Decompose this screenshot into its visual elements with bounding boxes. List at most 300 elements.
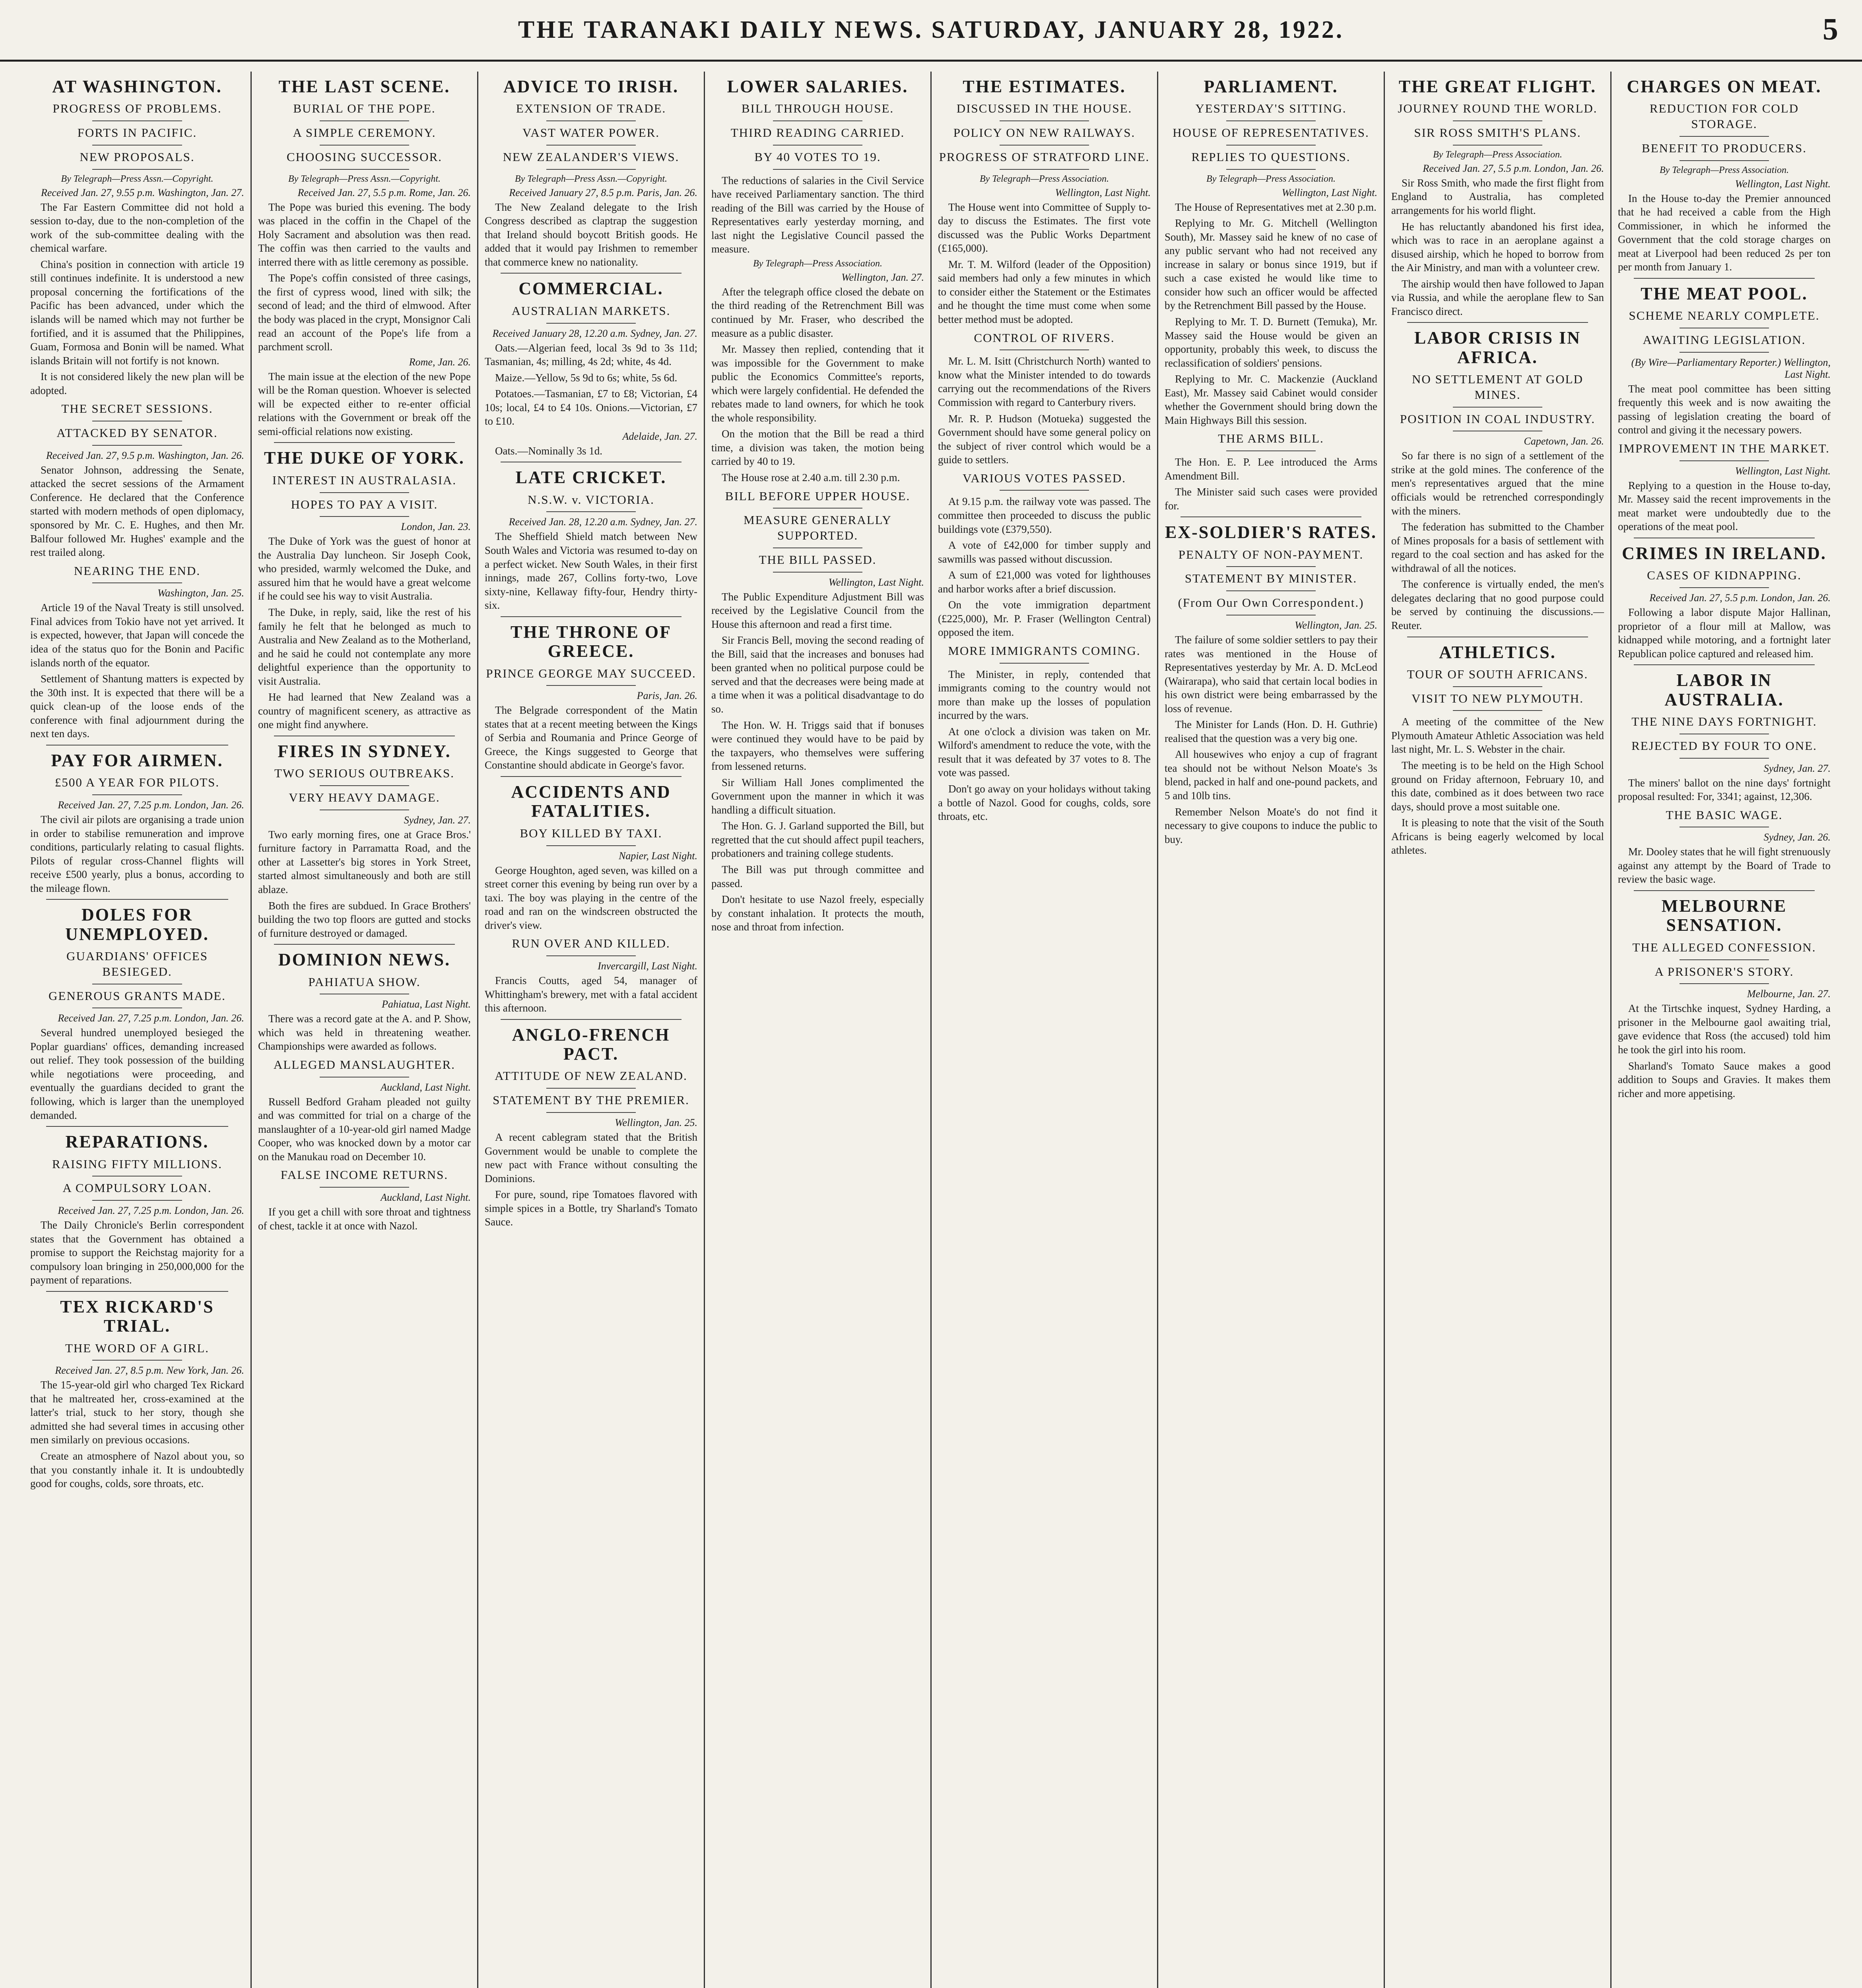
dateline: Wellington, Jan. 25. [615, 1116, 697, 1128]
article-subheading: PENALTY OF NON-PAYMENT. [1178, 547, 1364, 561]
article-paragraph: The Minister, in reply, contended that immigrants coming to the country would not more than make up the losses of population incurred by the wars. [938, 668, 1151, 722]
subheading-rule [92, 1200, 182, 1201]
subheading-rule [320, 1187, 409, 1188]
article-headline: MELBOURNE SENSATION. [1661, 896, 1787, 935]
subheading-rule [773, 169, 862, 170]
article-subheading: NEW PROPOSALS. [80, 149, 195, 164]
subheading-rule [92, 582, 182, 583]
article-paragraph: The Hon. E. P. Lee introduced the Arms Amendment Bill. [1165, 456, 1377, 482]
article-subheading: MORE IMMIGRANTS COMING. [948, 643, 1141, 658]
subheading-rule [546, 120, 636, 121]
article-subheading: ATTACKED BY SENATOR. [56, 426, 218, 440]
article-subheading: N.S.W. v. VICTORIA. [528, 492, 654, 507]
article-paragraph: George Houghton, aged seven, was killed on a street corner this evening by being run over by a taxi. The boy was playing in the centre of the road and ran on the windscreen obstructed the driver's view. [485, 864, 697, 931]
article-subheading: £500 A YEAR FOR PILOTS. [54, 775, 220, 790]
subheading-rule [773, 572, 862, 573]
article-paragraph: Maize.—Yellow, 5s 9d to 6s; white, 5s 6d. [495, 371, 678, 384]
dateline: London, Jan. 23. [401, 521, 471, 533]
subheading-rule [1226, 120, 1316, 121]
article-paragraph: Senator Johnson, addressing the Senate, attacked the secret sessions of the Armament Conference. He declared that the Conference started with modern methods of open diplomacy, sponsored by Mr. C. E. Hughes, and then Mr. Balfour followed Mr. Hughes' example and the rest trailed along. [30, 464, 244, 559]
column-1 [24, 72, 250, 1988]
dateline: Wellington, Jan. 25. [1295, 619, 1377, 631]
article-headline: COMMERCIAL. [518, 279, 664, 299]
article-paragraph: A recent cablegram stated that the British Government would be unable to complete the new pact with France without consulting the Dominions. [485, 1131, 697, 1184]
article-paragraph: If you get a chill with sore throat and tightness of chest, tackle it at once with Nazol. [258, 1206, 471, 1232]
article-headline: PARLIAMENT. [1204, 77, 1338, 96]
article-paragraph: The House went into Committee of Supply to-day to discuss the Estimates. The first vote discussed was the Public Works Department (£165,000). [938, 201, 1151, 254]
article-paragraph: The New Zealand delegate to the Irish Congress described as claptrap the suggestion that Ireland should boycott British goods. He added that it would pay Irishmen to remember that commerce knew no nationality. [485, 201, 697, 268]
article-subheading: IMPROVEMENT IN THE MARKET. [1619, 441, 1830, 455]
article-subheading: VARIOUS VOTES PASSED. [963, 471, 1126, 485]
wire-credit: By Telegraph—Press Association. [1433, 149, 1563, 160]
article-headline: ATHLETICS. [1439, 642, 1556, 662]
article-subheading: JOURNEY ROUND THE WORLD. [1398, 101, 1598, 116]
article-subheading: EXTENSION OF TRADE. [516, 101, 666, 116]
article-subheading: PROGRESS OF STRATFORD LINE. [939, 149, 1150, 164]
article-paragraph: The House of Representatives met at 2.30 p.m. [1175, 201, 1377, 213]
article-subheading: NEARING THE END. [74, 563, 201, 578]
article-subheading: VAST WATER POWER. [522, 126, 660, 140]
subheading-rule [546, 955, 636, 956]
column-2 [250, 72, 477, 1988]
article-subheading: AWAITING LEGISLATION. [1643, 333, 1806, 347]
dateline: Sydney, Jan. 27. [404, 814, 471, 826]
dateline: Received Jan. 27, 8.5 p.m. New York, Jan. 26. [55, 1365, 244, 1376]
article-subheading: A COMPULSORY LOAN. [62, 1181, 212, 1195]
article-headline: LABOR IN AUSTRALIA. [1664, 670, 1784, 709]
article-divider [46, 899, 228, 900]
subheading-rule [92, 169, 182, 170]
article-headline: DOMINION NEWS. [278, 950, 451, 970]
article-subheading: BILL BEFORE UPPER HOUSE. [725, 489, 911, 503]
article-subheading: STATEMENT BY THE PREMIER. [493, 1093, 689, 1107]
article-subheading: VISIT TO NEW PLYMOUTH. [1412, 691, 1584, 705]
article-paragraph: For pure, sound, ripe Tomatoes flavored with simple spices in a Bottle, try Sharland's Tomato Sauce. [485, 1188, 697, 1228]
article-headline: LATE CRICKET. [515, 468, 667, 487]
article-subheading: RUN OVER AND KILLED. [512, 936, 670, 951]
subheading-rule [1679, 136, 1769, 137]
article-divider [1407, 322, 1588, 323]
article-subheading: THE BILL PASSED. [759, 552, 877, 567]
dateline: Wellington, Last Night. [1055, 186, 1151, 198]
subheading-rule [320, 120, 409, 121]
article-paragraph: Sir William Hall Jones complimented the Government upon the manner in which it was handling a difficult situation. [711, 776, 924, 816]
article-paragraph: Settlement of Shantung matters is expected by the 30th inst. It is expected that there will be a quick clean-up of the loose ends of the conference with final adjournment during the next ten days. [30, 673, 244, 740]
subheading-rule [546, 845, 636, 846]
article-headline: LOWER SALARIES. [727, 77, 909, 96]
article-subheading: TWO SERIOUS OUTBREAKS. [274, 766, 455, 780]
dateline: Napier, Last Night. [619, 850, 697, 862]
article-paragraph: A sum of £21,000 was voted for lighthouses and harbor works after a brief discussion. [938, 569, 1151, 595]
dateline: Wellington, Jan. 27. [841, 271, 924, 283]
article-subheading: GENEROUS GRANTS MADE. [49, 988, 226, 1003]
dateline: Melbourne, Jan. 27. [1747, 988, 1831, 1000]
article-paragraph: The Hon. W. H. Triggs said that if bonuses were continued they would have to be paid by the taxpayers, who themselves were suffering from lessened returns. [711, 719, 924, 773]
article-paragraph: The Pope was buried this evening. The body was placed in the coffin in the Chapel of the Holy Sacrament and absolution was then read. The coffin was then carried to the vaults and interred there with as little ceremony as possible. [258, 201, 471, 268]
article-subheading: STATEMENT BY MINISTER. [1184, 571, 1357, 586]
dateline: Received Jan. 27, 9.55 p.m. Washington, Jan. 27. [41, 186, 244, 198]
article-headline: THE THRONE OF GREECE. [511, 622, 672, 661]
article-paragraph: Sir Ross Smith, who made the first flight from England to Australia, has completed arrangements for his world flight. [1391, 177, 1604, 216]
article-paragraph: The airship would then have followed to Japan via Russia, and while the aeroplane flew to San Francisco direct. [1391, 278, 1604, 317]
article-paragraph: Two early morning fires, one at Grace Bros.' furniture factory in Parramatta Road, and the other at Lassetter's big stores in York Street, started almost simultaneously and both are still ablaze. [258, 828, 471, 896]
article-paragraph: A meeting of the committee of the New Plymouth Amateur Athletic Association was held last night, Mr. L. S. Webster in the chair. [1391, 716, 1604, 755]
article-paragraph: Mr. R. P. Hudson (Motueka) suggested the Government should have some general policy on the subject of river control which would be a guide to settlers. [938, 412, 1151, 466]
article-subheading: BILL THROUGH HOUSE. [741, 101, 894, 116]
dateline: Wellington, Last Night. [1281, 186, 1377, 198]
article-paragraph: Don't go away on your holidays without taking a bottle of Nazol. Good for coughs, colds, sore throats, etc. [938, 783, 1151, 823]
article-paragraph: The Hon. G. J. Garland supported the Bill, but regretted that the cut should affect pupil teachers, probationers and training college students. [711, 820, 924, 860]
article-headline: THE ESTIMATES. [963, 77, 1126, 96]
article-subheading: FORTS IN PACIFIC. [77, 126, 197, 140]
subheading-rule [546, 685, 636, 686]
wire-credit: By Telegraph—Press Assn.—Copyright. [515, 173, 668, 184]
column-8 [1610, 72, 1837, 1988]
article-paragraph: At the Tirtschke inquest, Sydney Harding, a prisoner in the Melbourne gaol awaiting trial, gave evidence that Ross (the accused) told him he took the girl into his room. [1618, 1002, 1831, 1056]
article-divider [274, 442, 455, 443]
article-subheading: PROGRESS OF PROBLEMS. [52, 101, 222, 116]
article-headline: TEX RICKARD'S TRIAL. [60, 1297, 214, 1336]
dateline: Received Jan. 27, 5.5 p.m. Rome, Jan. 26. [297, 186, 471, 198]
subheading-rule [320, 145, 409, 146]
dateline: Auckland, Last Night. [381, 1081, 471, 1093]
article-subheading: PRINCE GEORGE MAY SUCCEED. [486, 666, 696, 680]
article-paragraph: Potatoes.—Tasmanian, £7 to £8; Victorian, £4 10s; local, £4 to £4 10s. Onions.—Victorian, £7 to £10. [485, 388, 697, 427]
article-paragraph: China's position in connection with article 19 still continues indefinite. It is understood a new proposal concerning the fortifications of the Pacific has been advanced, under which the islands will be named which may not further be fortified, and it is assumed that the Philippines, Guam, Formosa and Bonin will be named. What islands Britain will not fortify is not known. [30, 258, 244, 367]
subheading-rule [1226, 566, 1316, 567]
article-paragraph: In the House to-day the Premier announced that he had received a cable from the High Commissioner, in which he informed the Government that the cold storage charges on meat at Liverpool had been reduced 2s per ton per month from January 1. [1618, 192, 1831, 273]
subheading-rule [1000, 169, 1089, 170]
article-subheading: REDUCTION FOR COLD STORAGE. [1649, 101, 1799, 131]
article-paragraph: The miners' ballot on the nine days' fortnight proposal resulted: For, 3341; against, 12,306. [1618, 777, 1831, 803]
article-headline: AT WASHINGTON. [52, 77, 222, 96]
article-paragraph: The reductions of salaries in the Civil Service have received Parliamentary sanction. The third reading of the Bill was carried by the House of Representatives early yesterday morning, and last night the Legislative Council passed the measure. [711, 174, 924, 255]
subheading-rule [92, 120, 182, 121]
article-paragraph: The House rose at 2.40 a.m. till 2.30 p.m. [722, 472, 900, 484]
article-paragraph: Replying to Mr. T. D. Burnett (Temuka), Mr. Massey said the House would be given an opportunity, probably this week, to discuss the reclassification of soldiers' pensions. [1165, 316, 1377, 369]
article-paragraph: Replying to a question in the House to-day, Mr. Massey said the recent improvements in the meat market were undoubtedly due to the operations of the meat pool. [1618, 479, 1831, 533]
wire-credit: By Telegraph—Press Association. [1206, 173, 1336, 184]
article-headline: LABOR CRISIS IN AFRICA. [1414, 328, 1581, 367]
article-divider [501, 616, 682, 617]
article-subheading: CASES OF KIDNAPPING. [1647, 568, 1802, 582]
article-paragraph: The civil air pilots are organising a trade union in order to stabilise remuneration and improve conditions, particularly relating to casual flights. Pilots of regular cross-Channel flights will receive £500 yearly, plus a bonus, according to the mileage flown. [30, 813, 244, 894]
subheading-rule [320, 516, 409, 517]
subheading-rule [1679, 160, 1769, 161]
subheading-rule [773, 145, 862, 146]
article-paragraph: Following a labor dispute Major Hallinan, proprietor of a flour mill at Mallow, was kidnapped while motoring, and a fortnight later Republican police captured and released him. [1618, 606, 1831, 660]
article-subheading: NEW ZEALANDER'S VIEWS. [503, 149, 680, 164]
dateline: Wellington, Last Night. [828, 576, 924, 588]
article-subheading: A SIMPLE CEREMONY. [293, 126, 436, 140]
article-subheading: REJECTED BY FOUR TO ONE. [1631, 738, 1817, 753]
dateline: Invercargill, Last Night. [598, 960, 697, 972]
article-paragraph: It is not considered likely the new plan will be adopted. [30, 371, 244, 396]
subheading-rule [320, 492, 409, 493]
dateline: (By Wire—Parliamentary Reporter.) Wellington, Last Night. [1631, 356, 1831, 380]
dateline: Received January 28, 12.20 a.m. Sydney, Jan. 27. [492, 327, 697, 339]
article-subheading: HOPES TO PAY A VISIT. [291, 497, 438, 511]
article-subheading: BURIAL OF THE POPE. [293, 101, 436, 116]
article-divider [46, 1291, 228, 1292]
article-paragraph: The meat pool committee has been sitting frequently this week and is now awaiting the passing of legislation creating the board of control and giving it the necessary powers. [1618, 382, 1831, 436]
article-paragraph: Mr. T. M. Wilford (leader of the Opposition) said members had only a few minutes in which to consider either the Statement or the Estimates and he thought the time must come when some better method must be adopted. [938, 258, 1151, 326]
column-6 [1157, 72, 1384, 1988]
article-paragraph: On the motion that the Bill be read a third time, a division was taken, the motion being carried by 40 to 19. [711, 428, 924, 468]
dateline: Pahiatua, Last Night. [382, 998, 471, 1010]
article-headline: ADVICE TO IRISH. [503, 77, 679, 96]
article-subheading: CHOOSING SUCCESSOR. [286, 149, 443, 164]
article-paragraph: The Duke of York was the guest of honor at the Australia Day luncheon. Sir Joseph Cook, who presided, warmly welcomed the Duke, and assured him that he would have a great welcome if he could see his way to visit Australia. [258, 535, 471, 602]
article-paragraph: So far there is no sign of a settlement of the strike at the gold mines. The conference of the men's representatives argued that the mine officials would be retrenched correspondingly with the miners. [1391, 450, 1604, 517]
article-subheading: SCHEME NEARLY COMPLETE. [1629, 309, 1820, 323]
article-headline: THE GREAT FLIGHT. [1398, 77, 1597, 96]
article-headline: THE MEAT POOL. [1641, 283, 1808, 303]
dateline: Wellington, Last Night. [1735, 178, 1831, 190]
article-headline: CHARGES ON MEAT. [1627, 77, 1822, 96]
article-paragraph: Replying to Mr. G. Mitchell (Wellington South), Mr. Massey said he knew of no case of any public servant who had not received any increase in salary or bonus since 1919, but if such a case existed he would like time to consider how such an officer would be affected by the Retrenchment Bill passed by the House. [1165, 217, 1377, 312]
article-paragraph: Russell Bedford Graham pleaded not guilty and was committed for trial on a charge of the manslaughter of a 10-year-old girl named Madge Cooper, who was knocked down by a motor car on the Manukau road on December 10. [258, 1095, 471, 1163]
article-paragraph: All housewives who enjoy a cup of fragrant tea should not be without Nelson Moate's 3s blend, packed in half and one-pound packets, and 5 and 10lb tins. [1165, 748, 1377, 802]
article-paragraph: Francis Coutts, aged 54, manager of Whittingham's brewery, met with a fatal accident this afternoon. [485, 975, 697, 1014]
article-subheading: HOUSE OF REPRESENTATIVES. [1173, 126, 1369, 140]
article-divider [1634, 278, 1815, 279]
article-subheading: THIRD READING CARRIED. [730, 126, 905, 140]
subheading-rule [546, 145, 636, 146]
article-headline: ACCIDENTS AND FATALITIES. [511, 782, 671, 821]
dateline: Sydney, Jan. 26. [1763, 831, 1831, 843]
newspaper-title: THE TARANAKI DAILY NEWS. SATURDAY, JANUARY 28, 1922. [518, 16, 1344, 43]
dateline: Received Jan. 27, 5.5 p.m. London, Jan. 26. [1423, 162, 1604, 174]
article-paragraph: The Pope's coffin consisted of three casings, the first of cypress wood, lined with silk; the second of lead; and the third of elmwood. After the body was placed in the crypt, Monsignor Cali read an account of the Pope's life from a parchment scroll. [258, 272, 471, 353]
article-divider [46, 745, 228, 746]
subheading-rule [92, 445, 182, 446]
article-paragraph: The Duke, in reply, said, like the rest of his family he felt that he belonged as much to Australia and New Zealand as to the Motherland, and he said he could not contemplate any more delightful experience than the opportunity to visit Australia. [258, 606, 471, 687]
dateline: Auckland, Last Night. [381, 1192, 471, 1204]
subheading-rule [773, 547, 862, 548]
article-paragraph: Several hundred unemployed besieged the Poplar guardians' offices, demanding increased out relief. They took possession of the building while negotiations were proceeding, and eventually the guardians decided to grant the following, which is larger than the unemployed demanded. [30, 1027, 244, 1121]
article-subheading: VERY HEAVY DAMAGE. [289, 790, 440, 805]
wire-credit: By Telegraph—Press Association. [979, 173, 1109, 184]
dateline: Received Jan. 27, 5.5 p.m. London, Jan. 26. [1649, 592, 1831, 604]
dateline: Sydney, Jan. 27. [1763, 762, 1831, 774]
column-4 [704, 72, 930, 1988]
subheading-rule [92, 1360, 182, 1361]
article-divider [501, 776, 682, 777]
article-paragraph: The Minister for Lands (Hon. D. H. Guthrie) realised that the question was a very big one. [1165, 718, 1377, 744]
subheading-rule [546, 1088, 636, 1089]
article-paragraph: The 15-year-old girl who charged Tex Rickard that he maltreated her, cross-examined at the latter's trial, stuck to her story, though she admitted she had several times in accusing other men similarly on previous occasions. [30, 1379, 244, 1446]
article-paragraph: The Minister said such cases were provided for. [1165, 486, 1377, 512]
article-subheading: ATTITUDE OF NEW ZEALAND. [495, 1069, 687, 1083]
article-subheading: POSITION IN COAL INDUSTRY. [1400, 412, 1596, 426]
subheading-rule [1679, 758, 1769, 759]
article-subheading: THE NINE DAYS FORTNIGHT. [1631, 714, 1817, 729]
dateline: Received Jan. 27, 7.25 p.m. London, Jan. 26. [58, 799, 244, 811]
subheading-rule [92, 794, 182, 795]
article-subheading: INTEREST IN AUSTRALASIA. [272, 473, 457, 487]
columns [24, 72, 1837, 1988]
article-paragraph: Article 19 of the Naval Treaty is still unsolved. Final advices from Tokio have not yet arrived. It is expected, however, that Japan will concede the idea of the status quo for the Bonin and Pacific islands north of the equator. [30, 602, 244, 669]
article-paragraph: Mr. Dooley states that he will fight strenuously against any attempt by the Board of Trade to review the basic wage. [1618, 846, 1831, 885]
wire-credit: By Telegraph—Press Association. [1659, 165, 1789, 175]
article-paragraph: At one o'clock a division was taken on Mr. Wilford's amendment to reduce the vote, with the result that it was defeated by 37 votes to 8. The vote was passed. [938, 725, 1151, 779]
article-paragraph: Don't hesitate to use Nazol freely, especially by constant inhalation. It protects the mouth, nose and throat from infection. [711, 893, 924, 933]
article-subheading: THE WORD OF A GIRL. [65, 1341, 210, 1355]
article-paragraph: The Public Expenditure Adjustment Bill was received by the Legislative Council from the House this afternoon and read a first time. [711, 590, 924, 630]
article-subheading: BENEFIT TO PRODUCERS. [1642, 141, 1807, 155]
subheading-rule [546, 323, 636, 324]
subheading-rule [1453, 710, 1542, 711]
dateline: Received Jan. 27, 7.25 p.m. London, Jan. 26. [58, 1012, 244, 1024]
subheading-rule [546, 1112, 636, 1113]
article-paragraph: Create an atmosphere of Nazol about you, so that you constantly inhale it. It is undoubtedly good for coughs, colds, sore throats, etc. [30, 1450, 244, 1490]
article-paragraph: The Daily Chronicle's Berlin correspondent states that the Government has obtained a promise to support the Reichstag majority for a compulsory loan bringing in 250,000,000 for the payment of reparations. [30, 1219, 244, 1286]
dateline: Received Jan. 27, 7.25 p.m. London, Jan. 26. [58, 1205, 244, 1217]
article-subheading: BY 40 VOTES TO 19. [754, 149, 881, 164]
article-subheading: NO SETTLEMENT AT GOLD MINES. [1412, 372, 1583, 402]
article-subheading: REPLIES TO QUESTIONS. [1191, 149, 1351, 164]
article-headline: EX-SOLDIER'S RATES. [1165, 522, 1377, 542]
article-subheading: THE ARMS BILL. [1218, 431, 1324, 446]
article-divider [1180, 516, 1361, 517]
article-paragraph: The Far Eastern Committee did not hold a session to-day, due to the non-completion of the work of the sub-committee dealing with the chemical warfare. [30, 201, 244, 254]
article-subheading: CONTROL OF RIVERS. [974, 330, 1115, 345]
article-paragraph: Sharland's Tomato Sauce makes a good addition to Soups and Gravies. It makes them richer and more appetising. [1618, 1060, 1831, 1099]
subheading-rule [773, 120, 862, 121]
article-paragraph: Remember Nelson Moate's do not find it necessary to give coupons to induce the public to buy. [1165, 806, 1377, 845]
subheading-rule [1000, 490, 1089, 491]
column-7 [1384, 72, 1610, 1988]
article-paragraph: After the telegraph office closed the debate on the third reading of the Retrenchment Bill was continued by Mr. Fraser, who described the measure as a public disaster. [711, 285, 924, 339]
dateline: Received January 27, 8.5 p.m. Paris, Jan. 26. [509, 186, 697, 198]
article-paragraph: The Sheffield Shield match between New South Wales and Victoria was resumed to-day on a perfect wicket. New South Wales, in their first innings, made 267, Collins forty-two, Love sixty-nine, Kellaway fifty-four, Hendry thirty-six. [485, 530, 697, 612]
article-paragraph: He has reluctantly abandoned his first idea, which was to race in an aeroplane against a disused airship, which he hoped to borrow from the Air Ministry, and man with a volunteer crew. [1391, 220, 1604, 274]
subheading-rule [1679, 352, 1769, 353]
article-subheading: (From Our Own Correspondent.) [1178, 596, 1364, 610]
article-paragraph: It is pleasing to note that the visit of the South Africans is being eagerly welcomed by local athletes. [1391, 817, 1604, 856]
dateline: Adelaide, Jan. 27. [622, 430, 697, 442]
subheading-rule [546, 169, 636, 170]
article-subheading: GUARDIANS' OFFICES BESIEGED. [66, 949, 208, 978]
dateline: Received Jan. 27, 9.5 p.m. Washington, Jan. 26. [46, 449, 244, 461]
article-divider [274, 944, 455, 945]
subheading-rule [1226, 450, 1316, 451]
article-subheading: RAISING FIFTY MILLIONS. [52, 1157, 223, 1171]
article-paragraph: Oats.—Nominally 3s 1d. [495, 445, 602, 457]
subheading-rule [1679, 587, 1769, 588]
article-divider [501, 273, 682, 274]
article-divider [1634, 890, 1815, 891]
article-subheading: POLICY ON NEW RAILWAYS. [953, 126, 1136, 140]
article-paragraph: The Bill was put through committee and passed. [711, 863, 924, 889]
article-headline: ANGLO-FRENCH PACT. [512, 1025, 670, 1064]
dateline: Capetown, Jan. 26. [1524, 435, 1604, 447]
article-subheading: THE ALLEGED CONFESSION. [1632, 940, 1816, 954]
subheading-rule [1679, 460, 1769, 461]
dateline: Paris, Jan. 26. [637, 690, 697, 702]
article-paragraph: Both the fires are subdued. In Grace Brothers' building the two top floors are gutted and stocks of furniture destroyed or damaged. [258, 899, 471, 939]
article-subheading: AUSTRALIAN MARKETS. [511, 303, 671, 318]
column-3 [477, 72, 704, 1988]
subheading-rule [1679, 983, 1769, 984]
column-5 [930, 72, 1157, 1988]
subheading-rule [92, 145, 182, 146]
article-paragraph: He had learned that New Zealand was a country of magnificent scenery, as attractive as one might find anywhere. [258, 691, 471, 731]
article-paragraph: The meeting is to be held on the High School ground on Friday afternoon, February 10, and this date, combined as it does between two race days, should prove a most suitable one. [1391, 759, 1604, 813]
page-number: 5 [1823, 12, 1838, 46]
dateline: Rome, Jan. 26. [409, 356, 471, 368]
article-paragraph: On the vote immigration department (£225,000), Mr. P. Fraser (Wellington Central) opposed the item. [938, 599, 1151, 639]
dateline: Wellington, Last Night. [1735, 465, 1831, 477]
article-subheading: FALSE INCOME RETURNS. [280, 1168, 449, 1182]
article-headline: CRIMES IN IRELAND. [1622, 543, 1827, 563]
article-headline: THE DUKE OF YORK. [264, 448, 465, 468]
article-subheading: THE SECRET SESSIONS. [61, 402, 213, 416]
article-paragraph: The failure of some soldier settlers to pay their rates was mentioned in the House of Representatives yesterday by Mr. A. D. McLeod (Wairarapa), who said that certain local bodies in his own district were being embarrassed by the loss of revenue. [1165, 633, 1377, 714]
subheading-rule [546, 511, 636, 512]
subheading-rule [1453, 120, 1542, 121]
masthead [0, 0, 1862, 62]
article-paragraph: The conference is virtually ended, the men's delegates declaring that no good purpose could be served by continuing the discussions.—Reuter. [1391, 578, 1604, 631]
article-headline: REPARATIONS. [65, 1132, 209, 1152]
subheading-rule [1226, 169, 1316, 170]
dateline: Washington, Jan. 25. [157, 587, 244, 599]
subheading-rule [1000, 349, 1089, 350]
article-paragraph: The federation has submitted to the Chamber of Mines proposals for a basis of settlement with regard to the coal section and has asked for the withdrawal of all the notices. [1391, 521, 1604, 574]
article-paragraph: Oats.—Algerian feed, local 3s 9d to 3s 11d; Tasmanian, 4s; milling, 4s 2d; white, 4s 4d. [485, 342, 697, 368]
article-headline: FIRES IN SYDNEY. [278, 741, 451, 761]
article-subheading: A PRISONER'S STORY. [1654, 964, 1794, 978]
subheading-rule [1000, 663, 1089, 664]
article-subheading: THE BASIC WAGE. [1666, 808, 1783, 822]
subheading-rule [1453, 686, 1542, 687]
wire-credit: By Telegraph—Press Assn.—Copyright. [288, 173, 441, 184]
article-paragraph: Sir Francis Bell, moving the second reading of the Bill, said that the increases and bonuses had been granted when no political purpose could be served and that the decreases were being made at a time when it was a political disadvantage to do so. [711, 634, 924, 715]
article-subheading: TOUR OF SOUTH AFRICANS. [1407, 667, 1588, 681]
article-divider [501, 1019, 682, 1020]
subheading-rule [1226, 590, 1316, 591]
wire-credit: By Telegraph—Press Association. [753, 258, 883, 269]
article-subheading: MEASURE GENERALLY SUPPORTED. [744, 513, 892, 543]
subheading-rule [1226, 145, 1316, 146]
article-paragraph: Mr. L. M. Isitt (Christchurch North) wanted to know what the Minister intended to do towards carrying out the recommendations of the Rivers Commission with regard to Canterbury rivers. [938, 355, 1151, 408]
article-subheading: BOY KILLED BY TAXI. [520, 826, 662, 840]
subheading-rule [773, 508, 862, 509]
article-paragraph: Mr. Massey then replied, contending that it was impossible for the Government to make public the Economics Committee's reports, which were largely confidential. He defended the rebates made to land owners, for which he took the whole responsibility. [711, 343, 924, 424]
article-paragraph: There was a record gate at the A. and P. Show, which was held in threatening weather. Championships were awarded as follows. [258, 1013, 471, 1052]
article-paragraph: At 9.15 p.m. the railway vote was passed. The committee then proceeded to discuss the public buildings vote (£379,550). [938, 495, 1151, 535]
subheading-rule [1000, 120, 1089, 121]
article-paragraph: The Belgrade correspondent of the Matin states that at a recent meeting between the Kings of Serbia and Roumania and Prince George of Greece, the Kings suggested to George that Constantine should abdicate in George's favor. [485, 704, 697, 771]
subheading-rule [1453, 407, 1542, 408]
article-subheading: YESTERDAY'S SITTING. [1195, 101, 1347, 116]
article-divider [1634, 664, 1815, 665]
article-paragraph: A vote of £42,000 for timber supply and sawmills was passed without discussion. [938, 539, 1151, 565]
subheading-rule [320, 785, 409, 786]
subheading-rule [320, 169, 409, 170]
article-divider [46, 1126, 228, 1127]
article-paragraph: The main issue at the election of the new Pope will be the Roman question. Whoever is selected will be expected either to re-enter official relations with the Government or break off the semi-official relations now existing. [258, 370, 471, 437]
subheading-rule [1453, 145, 1542, 146]
article-headline: THE LAST SCENE. [278, 77, 450, 96]
dateline: Received Jan. 28, 12.20 a.m. Sydney, Jan. 27. [509, 516, 697, 528]
article-headline: PAY FOR AIRMEN. [51, 750, 223, 770]
article-paragraph: Replying to Mr. C. Mackenzie (Auckland East), Mr. Massey said Cabinet would consider whether the Government should bring down the Main Highways Bill this session. [1165, 373, 1377, 426]
article-subheading: DISCUSSED IN THE HOUSE. [956, 101, 1132, 116]
wire-credit: By Telegraph—Press Assn.—Copyright. [61, 173, 214, 184]
article-subheading: ALLEGED MANSLAUGHTER. [273, 1057, 456, 1072]
